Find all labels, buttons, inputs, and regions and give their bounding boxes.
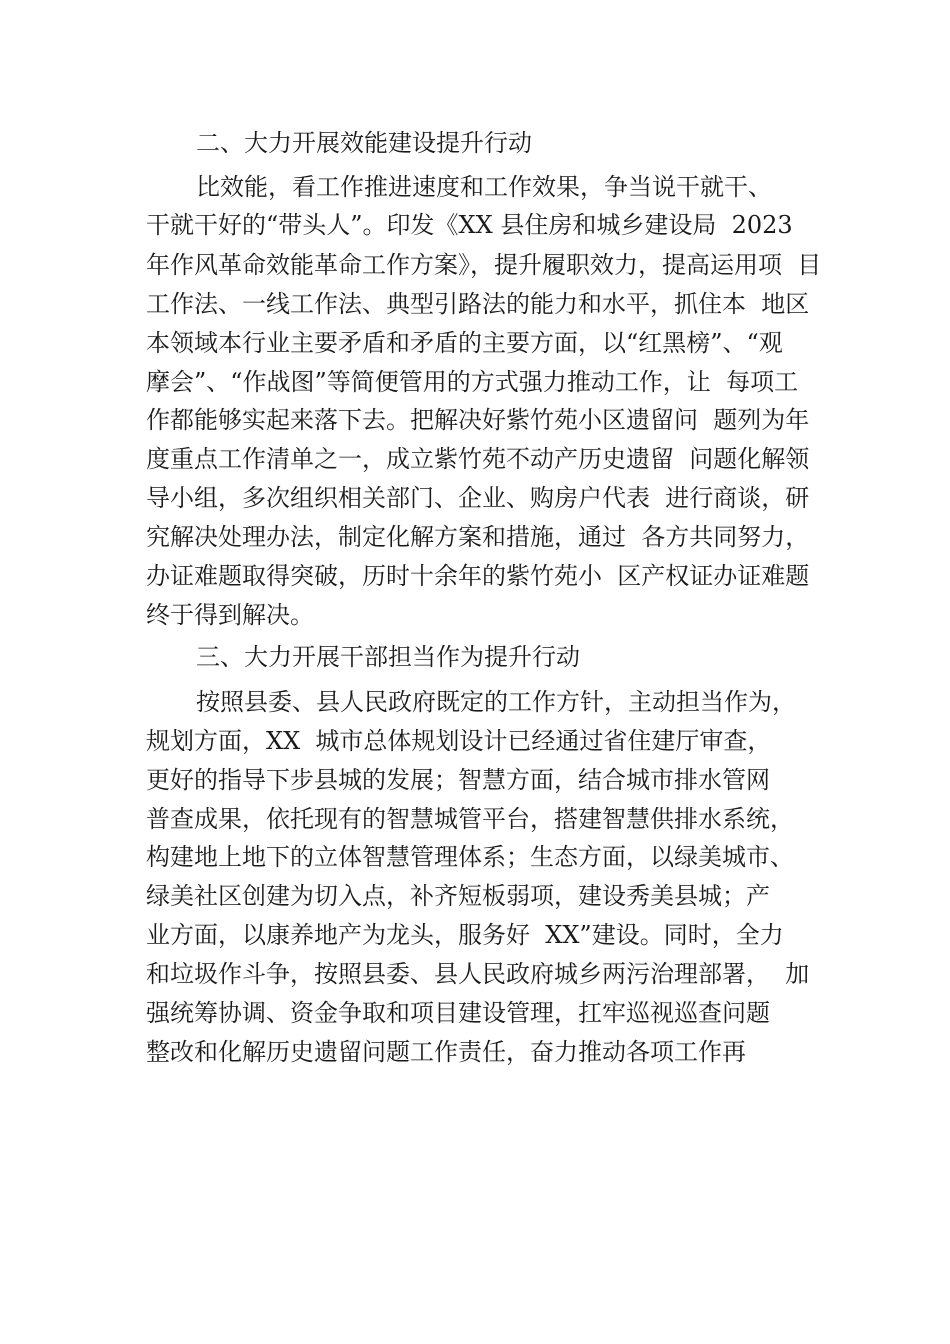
paragraph-line: 办证难题取得突破，历时十余年的紫竹苑小 区产权证办证难题 — [146, 562, 810, 590]
paragraph-line: 规划方面，XX 城市总体规划设计已经通过省住建厅审查， — [146, 727, 772, 755]
paragraph-line: 绿美社区创建为切入点，补齐短板弱项，建设秀美县城；产 — [146, 882, 770, 910]
paragraph-line: 作都能够实起来落下去。把解决好紫竹苑小区遗留问 题列为年 — [146, 406, 810, 434]
paragraph-line: 年作风革命效能革命工作方案》，提升履职效力，提高运用项 目 — [146, 251, 822, 279]
paragraph-line: 构建地上地下的立体智慧管理体系；生态方面，以绿美城市、 — [146, 843, 794, 871]
paragraph-line: 导小组，多次组织相关部门、企业、购房户代表 进行商谈，研 — [146, 484, 810, 512]
paragraph-line: 本领域本行业主要矛盾和矛盾的主要方面，以“红黑榜”、“观 — [146, 329, 783, 357]
paragraph-line: 按照县委、县人民政府既定的工作方针，主动担当作为， — [196, 688, 796, 716]
section-heading: 三、大力开展干部担当作为提升行动 — [196, 643, 580, 671]
paragraph-line: 比效能，看工作推进速度和工作效果，争当说干就干、 — [196, 173, 772, 201]
paragraph-line: 终于得到解决。 — [146, 601, 314, 629]
section-heading: 二、大力开展效能建设提升行动 — [196, 129, 532, 157]
paragraph-line: 度重点工作清单之一，成立紫竹苑不动产历史遗留 问题化解领 — [146, 445, 810, 473]
paragraph-line: 更好的指导下步县城的发展；智慧方面，结合城市排水管网 — [146, 766, 770, 794]
paragraph-line: 干就干好的“带头人”。印发《XX 县住房和城乡建设局 2023 — [146, 211, 793, 239]
paragraph-line: 摩会”、“作战图”等简便管用的方式强力推动工作，让 每项工 — [146, 368, 799, 396]
paragraph-line: 整改和化解历史遗留问题工作责任，奋力推动各项工作再 — [146, 1038, 746, 1066]
paragraph-line: 业方面，以康养地产为龙头，服务好 XX”建设。同时，全力 — [146, 921, 784, 949]
paragraph-line: 普查成果，依托现有的智慧城管平台，搭建智慧供排水系统， — [146, 805, 794, 833]
paragraph-line: 和垃圾作斗争，按照县委、县人民政府城乡两污治理部署， 加 — [146, 960, 810, 988]
paragraph-line: 强统筹协调、资金争取和项目建设管理，扛牢巡视巡查问题 — [146, 999, 770, 1027]
paragraph-line: 究解决处理办法，制定化解方案和措施，通过 各方共同努力， — [146, 523, 810, 551]
paragraph-line: 工作法、一线工作法、典型引路法的能力和水平，抓住本 地区 — [146, 290, 810, 318]
